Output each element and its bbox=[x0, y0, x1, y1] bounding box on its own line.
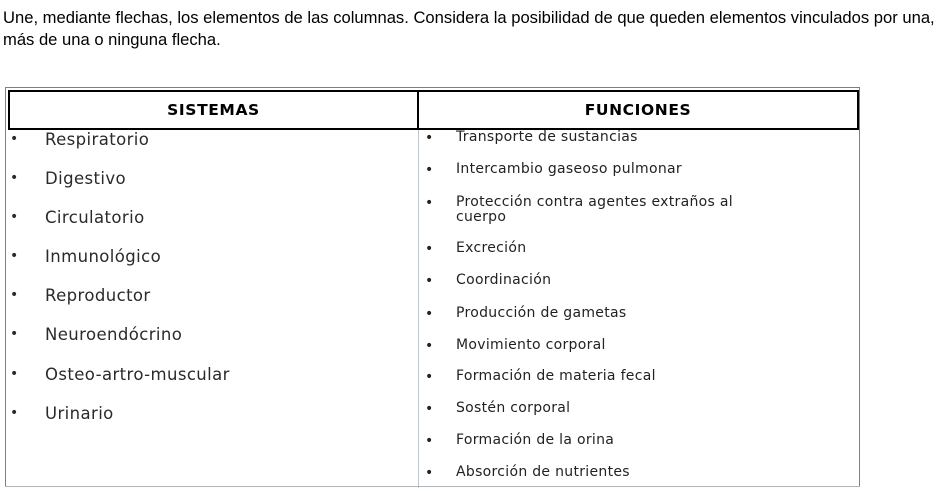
bullet-icon: • bbox=[10, 131, 19, 147]
sistema-label: Inmunológico bbox=[45, 247, 162, 266]
funcion-label: Movimiento corporal bbox=[456, 337, 606, 353]
bullet-icon: • bbox=[10, 248, 19, 264]
sistema-label: Digestivo bbox=[45, 169, 127, 188]
bullet-icon: • bbox=[425, 465, 434, 481]
bullet-icon: • bbox=[10, 287, 19, 303]
sistema-label: Urinario bbox=[45, 404, 114, 423]
funcion-label: Formación de materia fecal bbox=[456, 368, 656, 384]
bullet-icon: • bbox=[425, 306, 434, 322]
funcion-label: Excreción bbox=[456, 240, 527, 256]
bullet-icon: • bbox=[425, 130, 434, 146]
bullet-icon: • bbox=[10, 405, 19, 421]
bullet-icon: • bbox=[425, 241, 434, 257]
bullet-icon: • bbox=[425, 401, 434, 417]
funcion-label: Producción de gametas bbox=[456, 305, 627, 321]
funcion-label: Protección contra agentes extraños al cuerpo bbox=[456, 194, 733, 225]
bullet-icon: • bbox=[425, 338, 434, 354]
sistema-label: Osteo-artro-muscular bbox=[45, 365, 230, 384]
bullet-icon: • bbox=[425, 433, 434, 449]
bullet-icon: • bbox=[425, 273, 434, 289]
header-sistemas: SISTEMAS bbox=[8, 90, 419, 130]
bullet-icon: • bbox=[425, 195, 434, 211]
bullet-icon: • bbox=[10, 209, 19, 225]
funcion-label: Transporte de sustancias bbox=[456, 129, 638, 145]
bullet-icon: • bbox=[10, 326, 19, 342]
sistema-label: Circulatorio bbox=[45, 208, 145, 227]
table-bottom-border bbox=[5, 486, 860, 487]
funcion-label: Absorción de nutrientes bbox=[456, 464, 630, 480]
column-divider bbox=[418, 130, 419, 488]
bullet-icon: • bbox=[425, 369, 434, 385]
sistema-label: Reproductor bbox=[45, 286, 151, 305]
funcion-label: Intercambio gaseoso pulmonar bbox=[456, 161, 682, 177]
bullet-icon: • bbox=[10, 170, 19, 186]
bullet-icon: • bbox=[425, 162, 434, 178]
bullet-icon: • bbox=[10, 366, 19, 382]
instructions-text: Une, mediante flechas, los elementos de las columnas. Considera la posibilidad de que queden elementos vinculados por una, más de una o ninguna flecha. bbox=[3, 8, 935, 49]
funcion-label: Coordinación bbox=[456, 272, 552, 288]
sistema-label: Respiratorio bbox=[45, 130, 150, 149]
funcion-label: Formación de la orina bbox=[456, 432, 615, 448]
funcion-label: Sostén corporal bbox=[456, 400, 571, 416]
header-funciones: FUNCIONES bbox=[417, 90, 859, 130]
sistema-label: Neuroendócrino bbox=[45, 325, 183, 344]
